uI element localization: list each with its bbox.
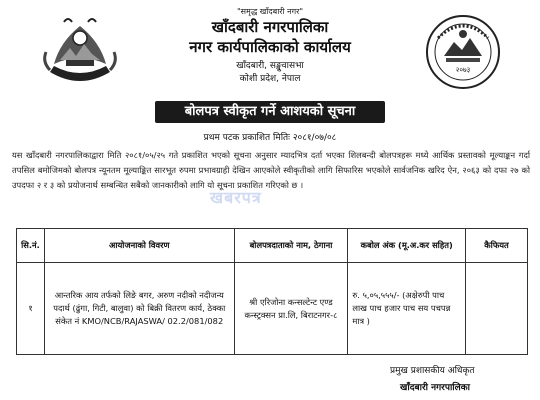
office-title: नगर कार्यपालिकाको कार्यालय (189, 38, 351, 56)
header-project: आयोजनाको विवरण (44, 229, 234, 263)
bid-table (16, 228, 528, 355)
table-row (17, 263, 528, 355)
cell-bidder: श्री एरिजोना कन्सल्टेन्ट एण्ड कन्स्ट्रक्सन प्रा.लि, बिराटनगर-८ (234, 263, 348, 355)
table-header-row (17, 229, 528, 263)
signatory-title: प्रमुख प्रशासकीय अधिकृत (390, 366, 475, 376)
seal-year: २०७३ (455, 66, 471, 74)
header-remark: कैफियत (466, 229, 528, 263)
publication-date: प्रथम पटक प्रकाशित मितिः २०८१/०७/०८ (203, 133, 337, 143)
header-amount: कबोल अंक (मू.अ.कर सहित) (348, 229, 466, 263)
cell-remark (466, 263, 528, 355)
address-line: खाँदबारी, सङ्खुवासभा (236, 61, 304, 71)
header-bidder: बोलपत्रदाताको नाम, ठेगाना (234, 229, 348, 263)
header-serial: सि.नं. (17, 229, 45, 263)
organization-title: खाँदबारी नगरपालिका (211, 18, 329, 36)
watermark-text: खबरपत्र (210, 188, 262, 207)
cell-project: आन्तरिक आय तर्फको लिङे बगर, अरुण नदीको नदीजन्य पदार्थ (ढुंगा, गिटी, बालुवा) को बिक्री वितरण कार्य, ठेक्का संकेत नं KMO/NCB/RAJASWA/ 02.2/081/082 (44, 263, 234, 355)
notice-body: यस खाँदबारी नगरपालिकाद्वारा मिति २०८१/०५/२५ गते प्रकाशित भएको सूचना अनुसार म्यादभित्र दर्ता भएका शिलबन्दी बोलपत्रहरू मध्ये आर्थिक प्रस्तावको मूल्याङ्कन गर्दा तपसिल बमोजिमको बोलपत्र न्यूनतम मूल्याङ्कित सारभूत रुपमा प्रभावग्राही देखिन आएकोले स्वीकृतीको लागि सिफारिस भएकोले सार्वजनिक खरिद ऐन, २०६३ को दफा २७ को उपदफा २ र ३ को प्रयोजनार्थ सम्बन्धित सबैको जानकारीको लागि यो सूचना प्रकाशित गरिएको छ । (12, 150, 530, 190)
signatory-office: खाँदबारी नगरपालिका (400, 383, 470, 393)
cell-amount: रु. ५,०५,५५५/- (अक्षेरुपी पाच लाख पाच हजार पाच सय पचपन्न मात्र ) (348, 263, 466, 355)
cell-serial: १ (17, 263, 45, 355)
province-line: कोशी प्रदेश, नेपाल (239, 74, 301, 84)
motto-text: "समृद्ध खाँदबारी नगर" (236, 7, 304, 16)
notice-title-banner: बोलपत्र स्वीकृत गर्ने आशयको सूचना (155, 101, 385, 123)
